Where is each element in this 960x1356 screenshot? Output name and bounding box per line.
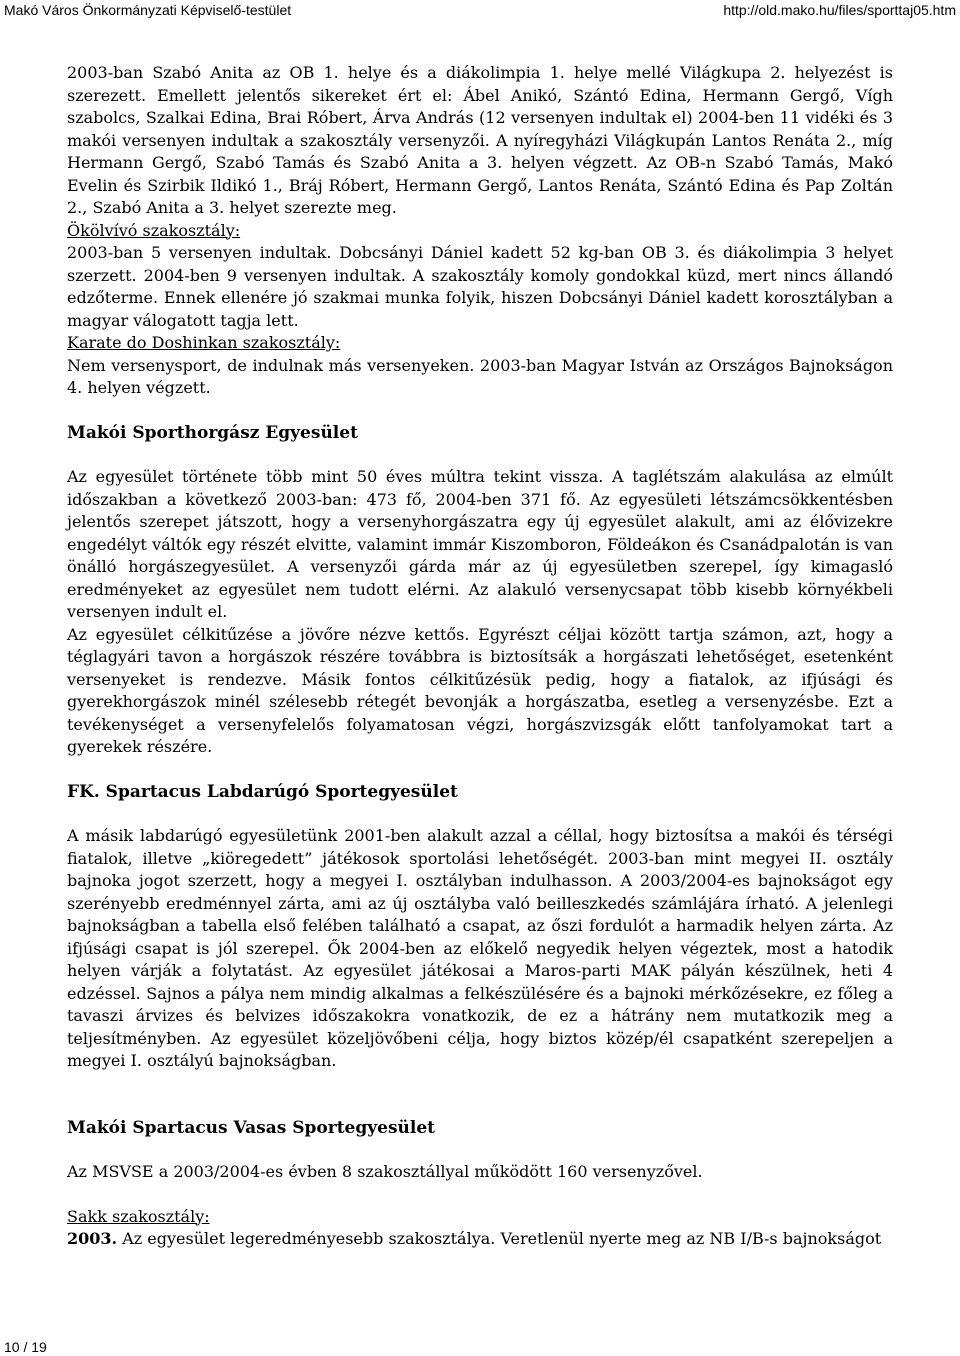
page-number: 10 / 19 [4,1339,47,1355]
paragraph-boxing: 2003-ban 5 versenyen indultak. Dobcsányi Dániel kadett 52 kg-ban OB 3. és diákolimpia 3 helyet szerzett. 2004-ben 9 versenyen indultak. A szakosztály komoly gondokkal küzd, mert nincs állandó edzőterme. Ennek ellenére jó szakmai munka folyik, hiszen Dobcsányi Dániel kadett korosztályban a magyar válogatott tagja lett. [67,243,893,330]
document-body [67,62,893,1251]
paragraph-angling-history: Az egyesület története több mint 50 éves múltra tekint vissza. A taglétszám alakulása az elmúlt időszakban a következő 2003-ban: 473 fő, 2004-ben 371 fő. Az egyesületi létszámcsökkentésben jelentős szerepet játszott, hogy a versenyhorgászatra egy új egyesület alakult, ami az élővizekre engedélyt váltók egy részét elvitte, valamint immár Kiszomboron, Földeákon és Csanádpalotán is van önálló horgászegyesület. A versenyzői gárda már az új egyesületben szerepel, így kimagasló eredményeket az egyesület nem tudott elérni. Az alakuló versenycsapat több kisebb környékbeli versenyen indult el. [67,467,893,621]
paragraph-msvse: Az MSVSE a 2003/2004-es évben 8 szakosztállyal működött 160 versenyzővel. [67,1162,703,1181]
subheading-boxing: Ökölvívó szakosztály: [67,220,241,240]
header-url[interactable]: http://old.mako.hu/files/sporttaj05.htm [723,2,956,18]
page-header [0,0,960,20]
header-title: Makó Város Önkormányzati Képviselő-testület [4,2,292,18]
chess-year: 2003. [67,1229,118,1248]
paragraph-chess [67,1228,893,1251]
paragraph-karate: Nem versenysport, de indulnak más versenyeken. 2003-ban Magyar István az Országos Bajnokságon 4. helyen végzett. [67,355,893,397]
subheading-chess: Sakk szakosztály: [67,1206,210,1226]
subheading-karate: Karate do Doshinkan szakosztály: [67,333,341,352]
paragraph-fk-spartacus: A másik labdarúgó egyesületünk 2001-ben alakult azzal a céllal, hogy biztosítsa a makói és térségi fiatalok, illetve „kiöregedett” játékosok sportolási lehetőségét. 2003-ban mint megyei II. osztály bajnoka jogot szerzett, hogy a megyei I. osztályban indulhasson. A 2003/2004-es bajnokságot egy szerényebb eredménnyel zárta, ami az új osztályba való beilleszkedés számlájára írható. A jelenlegi bajnokságban a tabella első felében található a csapat, az őszi fordulót a harmadik helyen zárta. Az ifjúsági csapat is jól szerepel. Ők 2004-ben az előkelő negyedik helyen végeztek, most a hatodik helyen várják a folytatást. Az egyesület játékosai a Maros-parti MAK pályán készülnek, heti 4 edzéssel. Sajnos a pálya nem mindig alkalmas a felkészülésére és a bajnoki mérkőzésekre, ez főleg a tavaszi árvizes és belvizes időszakokra vonatkozik, de ez a hátrány nem mutatkozik meg a teljesítményben. Az egyesület közeljövőbeni célja, hogy biztos közép/él csapatként szerepeljen a megyei I. osztályú bajnokságban. [67,826,893,1070]
heading-msvse: Makói Spartacus Vasas Sportegyesület [67,1117,436,1138]
heading-angling-club: Makói Sporthorgász Egyesület [67,422,358,443]
heading-fk-spartacus: FK. Spartacus Labdarúgó Sportegyesület [67,781,458,802]
paragraph-judo: 2003-ban Szabó Anita az OB 1. helye és a diákolimpia 1. helye mellé Világkupa 2. helyezést is szerezett. Emellett jelentős sikereket ért el: Ábel Anikó, Szántó Edina, Hermann Gergő, Vígh szabolcs, Szalkai Edina, Brai Róbert, Árva András (12 versenyen indultak el) 2004-ben 11 vidéki és 3 makói versenyen indultak a szakosztály versenyzői. A nyíregyházi Világkupán Lantos Renáta 2., míg Hermann Gergő, Szabó Tamás és Szabó Anita a 3. helyen végzett. Az OB-n Szabó Tamás, Makó Evelin és Szirbik Ildikó 1., Bráj Róbert, Hermann Gergő, Lantos Renáta, Szántó Edina és Pap Zoltán 2., Szabó Anita a 3. helyet szerezte meg. [67,63,893,217]
paragraph-angling-goals: Az egyesület célkitűzése a jövőre nézve kettős. Egyrészt céljai között tartja számon, azt, hogy a téglagyári tavon a horgászok részére továbbra is biztosítsák a horgászati lehetőséget, esetenként versenyeket is rendezve. Másik fontos célkitűzésük pedig, hogy a fiatalok, az ifjúsági és gyerekhorgászok minél szélesebb rétegét bevonják a horgászatba, esetleg a versenyzésbe. Ezt a tevékenységet a versenyfelelős folyamatosan végzi, horgászvizsgák előtt tanfolyamokat tart a gyerekek részére. [67,624,893,756]
chess-text: Az egyesület legeredményesebb szakosztálya. Veretlenül nyerte meg az NB I/B-s bajnokságot [117,1229,882,1248]
